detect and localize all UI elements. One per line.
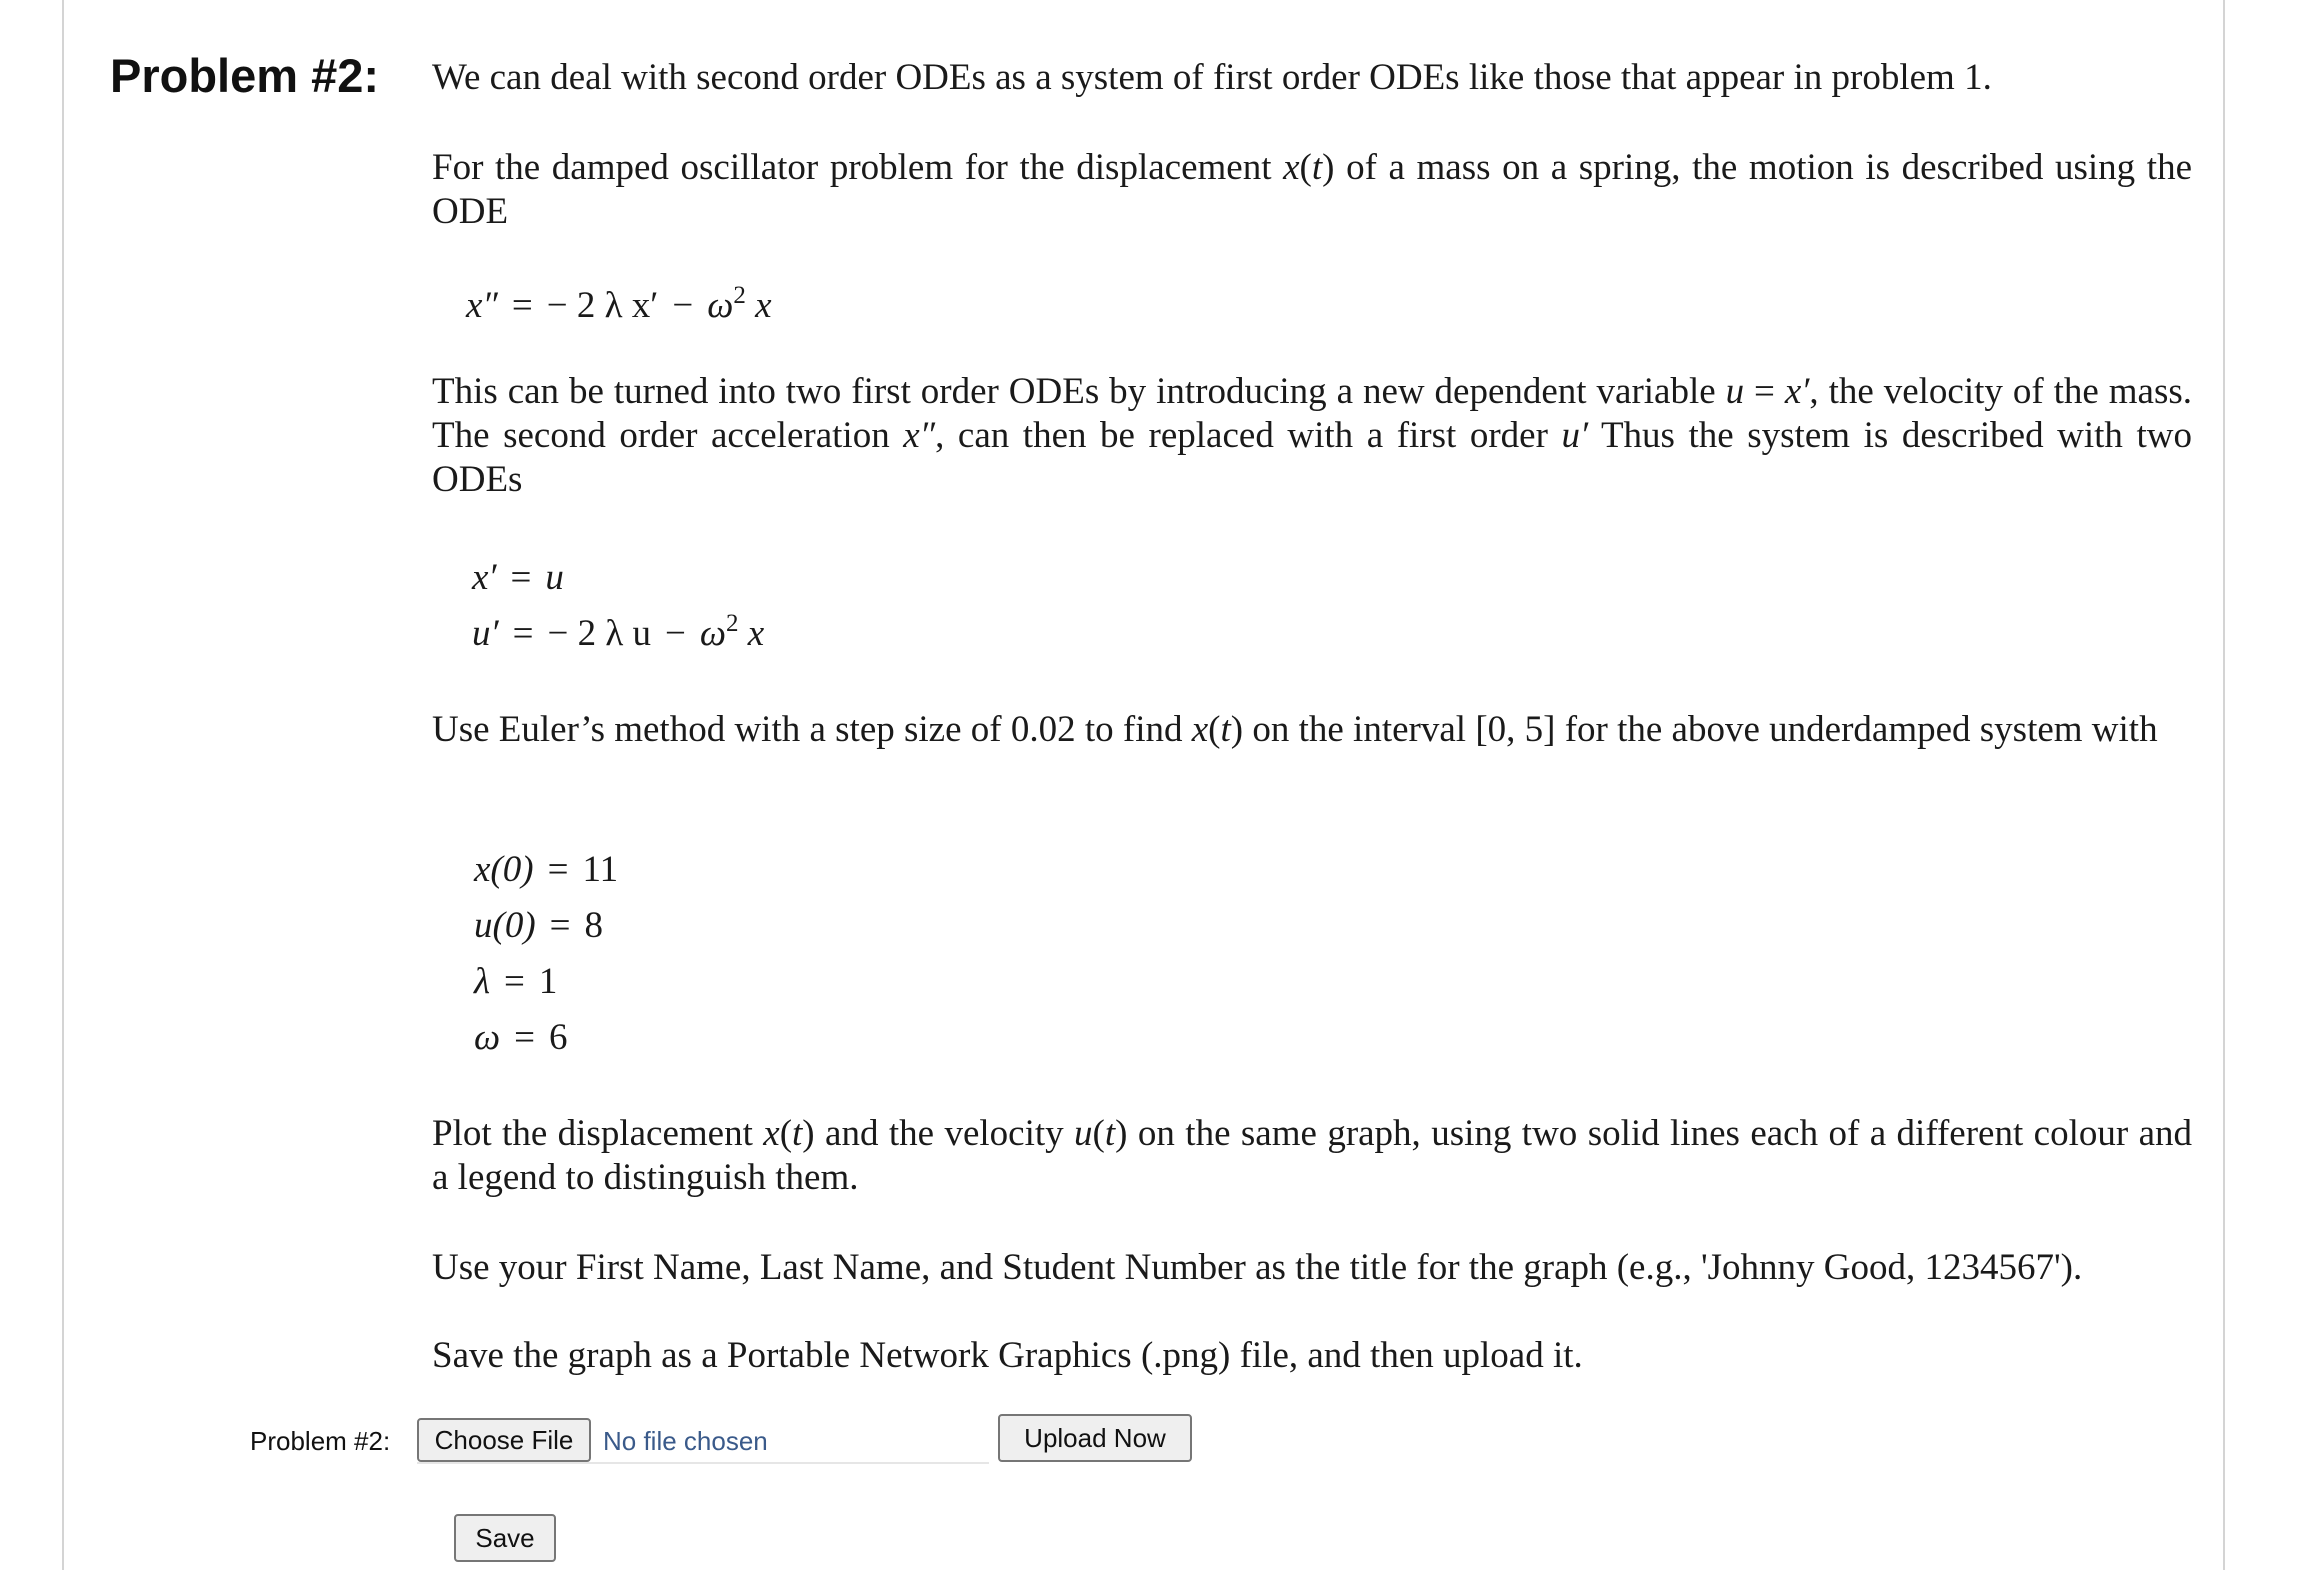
math-x: x: [1283, 147, 1300, 188]
save-button[interactable]: Save: [454, 1514, 556, 1562]
init-rhs: 11: [582, 849, 619, 890]
init-lhs: u(0): [474, 905, 536, 946]
math-u-prime: u′: [1561, 415, 1589, 456]
text: Use Euler’s method with a step size of 0.02 to find: [432, 709, 1192, 750]
init-lhs: λ: [474, 961, 491, 1002]
paragraph-title-instruction: Use your First Name, Last Name, and Student Number as the title for the graph (e.g., 'Johnny Good, 1234567').: [432, 1247, 2083, 1288]
initial-condition-x0: x(0) = 11: [474, 849, 619, 890]
text: of a mass on a spring, the motion is described using the ODE: [432, 147, 2192, 232]
text: , can then be replaced with a first order: [935, 415, 1562, 456]
eq-omega: ω: [707, 285, 734, 326]
text: Thus the system is described with two ODEs: [432, 415, 2192, 500]
text: Plot the displacement: [432, 1113, 764, 1154]
math-u: u: [1725, 371, 1745, 412]
text: on the same graph, using two solid lines each of a different colour and a legend to distinguish them.: [432, 1113, 2192, 1198]
upload-now-button[interactable]: Upload Now: [998, 1414, 1192, 1462]
math-x-double-prime: x″: [903, 415, 936, 456]
sys-rhs-1: u: [545, 557, 564, 598]
paragraph-damped-oscillator: For the damped oscillator problem for the displacement x(t) of a mass on a spring, the motion is described using the ODE: [432, 147, 2192, 232]
math-t: t: [1104, 1113, 1116, 1154]
upload-label: Problem #2:: [250, 1426, 391, 1456]
paragraph-first-order-system: [432, 370, 2192, 502]
sys-x: x: [747, 613, 765, 654]
math-t: t: [792, 1113, 803, 1154]
eq-lhs: x″: [466, 285, 498, 326]
problem-heading: Problem #2:: [110, 49, 380, 102]
math-t: t: [1311, 147, 1323, 188]
file-input[interactable]: [417, 1418, 989, 1464]
text: and the velocity: [814, 1113, 1075, 1154]
init-rhs: 1: [538, 961, 558, 1002]
eq-x: x: [755, 285, 772, 326]
init-lhs: ω: [474, 1017, 501, 1058]
sys-omega: ω: [699, 613, 727, 654]
sys-rhs-2a: − 2 λ u: [547, 613, 652, 654]
eq-rhs-a: − 2 λ x′: [546, 285, 659, 326]
init-lhs: x(0): [474, 849, 534, 890]
sys-lhs-1: x′: [472, 557, 497, 598]
math-u: u: [1074, 1113, 1093, 1154]
text: This can be turned into two first order ODEs by introducing a new dependent variable: [432, 371, 1726, 412]
paragraph-plot: Plot the displacement x(t) and the velocity u(t) on the same graph, using two solid lines each of a different colour and a legend to distinguish them.: [432, 1113, 2192, 1198]
sys-lhs-2: u′: [472, 613, 499, 654]
parameter-lambda: λ = 1: [474, 961, 558, 1002]
paragraph-euler: Use Euler’s method with a step size of 0.02 to find x(t) on the interval [0, 5] for the above underdamped system with: [432, 709, 2158, 750]
math-x: x: [763, 1113, 780, 1154]
upload-row: [0, 1418, 2299, 1466]
math-x-prime: x′: [1784, 371, 1810, 412]
text: =: [1744, 371, 1785, 412]
choose-file-button[interactable]: Choose File: [417, 1418, 591, 1462]
init-rhs: 6: [549, 1017, 568, 1058]
left-border: [62, 0, 64, 1570]
equation-second-order: x″ = − 2 λ $x' - \omega^2$ x: [466, 282, 772, 326]
initial-condition-u0: u(0) = 8: [474, 905, 604, 946]
file-status: No file chosen: [603, 1426, 768, 1456]
system-eq-2: u′ = − 2 λ $u - \omega^2$ x: [472, 610, 765, 654]
math-x: x: [1191, 709, 1209, 750]
parameter-omega: ω = 6: [474, 1017, 568, 1058]
paragraph-save-instruction: Save the graph as a Portable Network Graphics (.png) file, and then upload it.: [432, 1335, 1583, 1376]
intro-text: We can deal with second order ODEs as a system of first order ODEs like those that appear in problem 1.: [432, 57, 1992, 98]
right-border: [2223, 0, 2225, 1570]
system-eq-1: x′ = u: [472, 557, 564, 598]
math-t: t: [1220, 709, 1231, 750]
text: For the damped oscillator problem for the displacement: [432, 147, 1284, 188]
eq-exponent: 2: [733, 282, 746, 309]
sys-exponent: 2: [726, 610, 739, 637]
text: on the interval [0, 5] for the above underdamped system with: [1243, 709, 2158, 750]
text: , the velocity of the mass. The second order acceleration: [432, 371, 2192, 456]
init-rhs: 8: [584, 905, 604, 946]
